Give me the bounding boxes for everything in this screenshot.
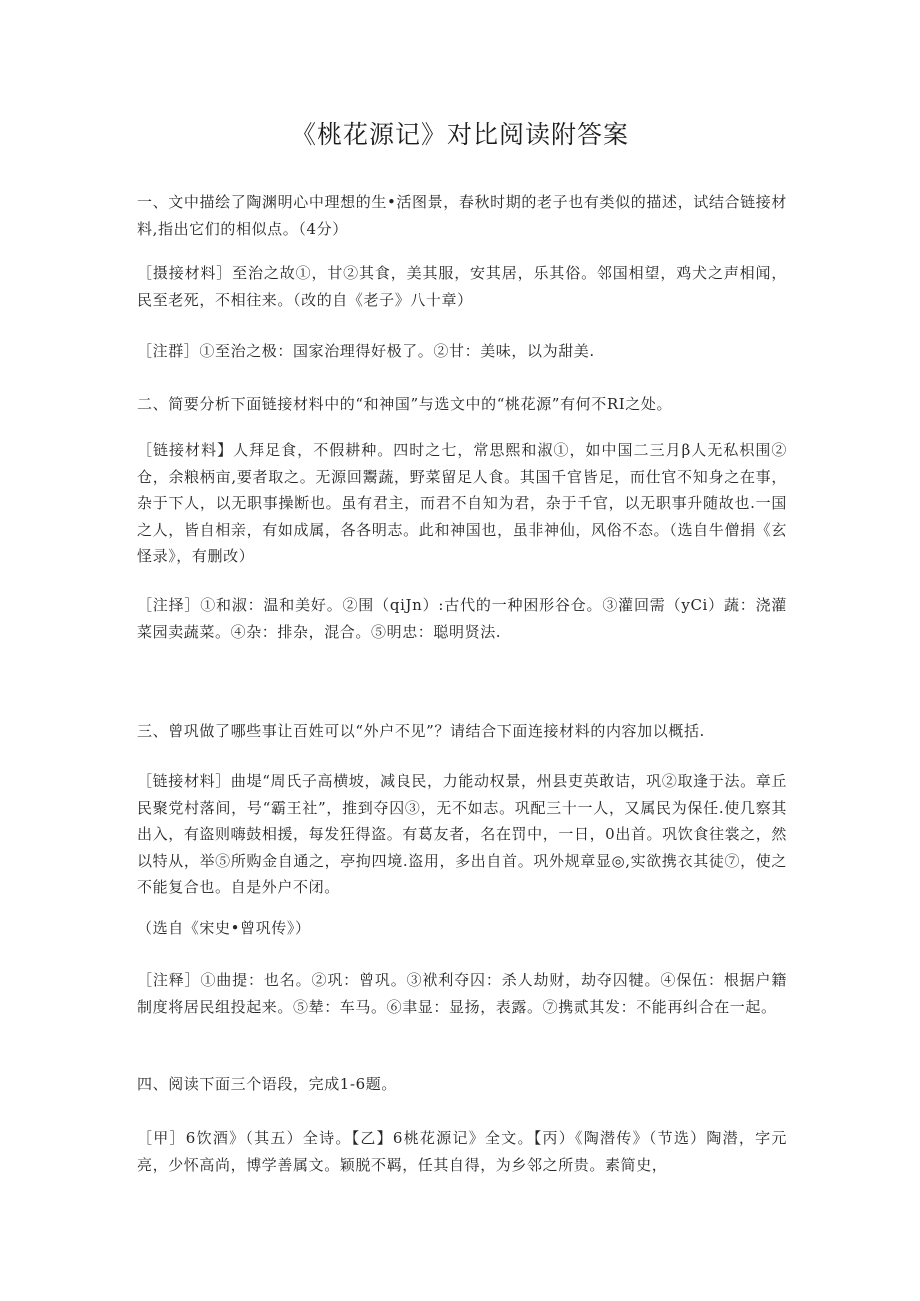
question-4-material xyxy=(137,1125,787,1178)
question-3-note-text: ［注释］①曲提：也名。②巩：曾巩。③袱利夺囚：杀人劫财，劫夺囚犍。④保伍：根据户籍制度将居民组投起来。⑤辇：车马。⑥聿显：显扬，表露。⑦携贰其发：不能再纠合在一起。 xyxy=(137,971,787,1016)
question-2-text: 二、简要分析下面链接材料中的“和神国”与选文中的“桃花源”有何不RI之处。 xyxy=(137,395,673,413)
question-1-note-text: ［注群］①至治之极：国家治理得好极了。②甘：美味，以为甜美. xyxy=(137,342,595,360)
question-3-note xyxy=(137,967,787,1020)
question-2 xyxy=(137,391,787,418)
question-4-material-text: ［甲］6饮酒》（其五）全诗。【乙】6桃花源记》全文。【丙）《陶潜传》（节选）陶潜，字元亮，少怀高尚，博学善属文。颖脱不羁，任其自得，为乡邻之所贵。素简史， xyxy=(137,1129,787,1174)
question-3-text: 三、曾巩做了哪些事让百姓可以“外户不见”？请结合下面连接材料的内容加以概括. xyxy=(137,722,705,740)
question-2-material-text: ［链接材料】人拜足食，不假耕种。四时之七，常思熙和淑①，如中国二三月β人无私枳围②仓，余粮柄亩,要者取之。无源回鬻蔬，野菜留足人食。其国千官皆足，而仕官不知身之在事，杂于下人，以无职事操断也。虽有君主，而君不自知为君，杂于千官，以无职事升随故也.一国之人，皆自相亲，有如成属，各各明志。此和神国也，虽非神仙，风俗不态。（选自牛僧捐《玄怪录》，有删改） xyxy=(137,441,787,565)
question-1-note xyxy=(137,338,787,365)
question-3-source-text: （选自《宋史•曾巩传》） xyxy=(137,919,311,937)
question-3-source xyxy=(137,915,787,942)
question-3 xyxy=(137,718,787,745)
document-title: 《桃花源记》对比阅读附答案 xyxy=(290,120,629,149)
question-3-material xyxy=(137,768,787,901)
question-1-material-text: ［摄接材料］至治之故①，甘②其食，美其服，安其居，乐其俗。邻国相望，鸡犬之声相闻，民至老死，不相往来。（改的自《老子》八十章） xyxy=(137,264,787,309)
question-2-note-text: ［注择］①和淑：温和美好。②围（qiJn）:古代的一种困形谷仓。③灌回需（yCi）蔬：浇灌菜园卖蔬菜。④杂：排杂，混合。⑤明忠：聪明贤法. xyxy=(137,596,787,641)
question-1-text: 一、文中描绘了陶渊明心中理想的生•活图景，春秋时期的老子也有类似的描述，试结合链接材料,指出它们的相似点。（4分） xyxy=(137,193,787,238)
question-4-text: 四、阅读下面三个语段，完成1-6题。 xyxy=(137,1075,397,1093)
question-4 xyxy=(137,1071,787,1098)
question-1 xyxy=(137,189,787,242)
question-2-material xyxy=(137,437,787,570)
question-3-material-text: ［链接材料］曲堤“周氏子高横坡，减良民，力能动权景，州县吏英敢诘，巩②取逢于法。章丘民聚党村落间，号“霸王社”，推到夺囚③，无不如志。巩配三十一人，又属民为保任.使几察其出入，有盗则嗨鼓相援，每发狂得盗。有葛友者，名在罚中，一日，0出首。巩饮食往裳之，然以特从，举⑤所购金自通之，亭拘四境.盗用，多出自首。巩外规章显◎,实欲携衣其徒⑦，使之不能复合也。自是外户不闭。 xyxy=(137,772,787,896)
question-2-note xyxy=(137,592,787,645)
question-1-material xyxy=(137,260,787,313)
